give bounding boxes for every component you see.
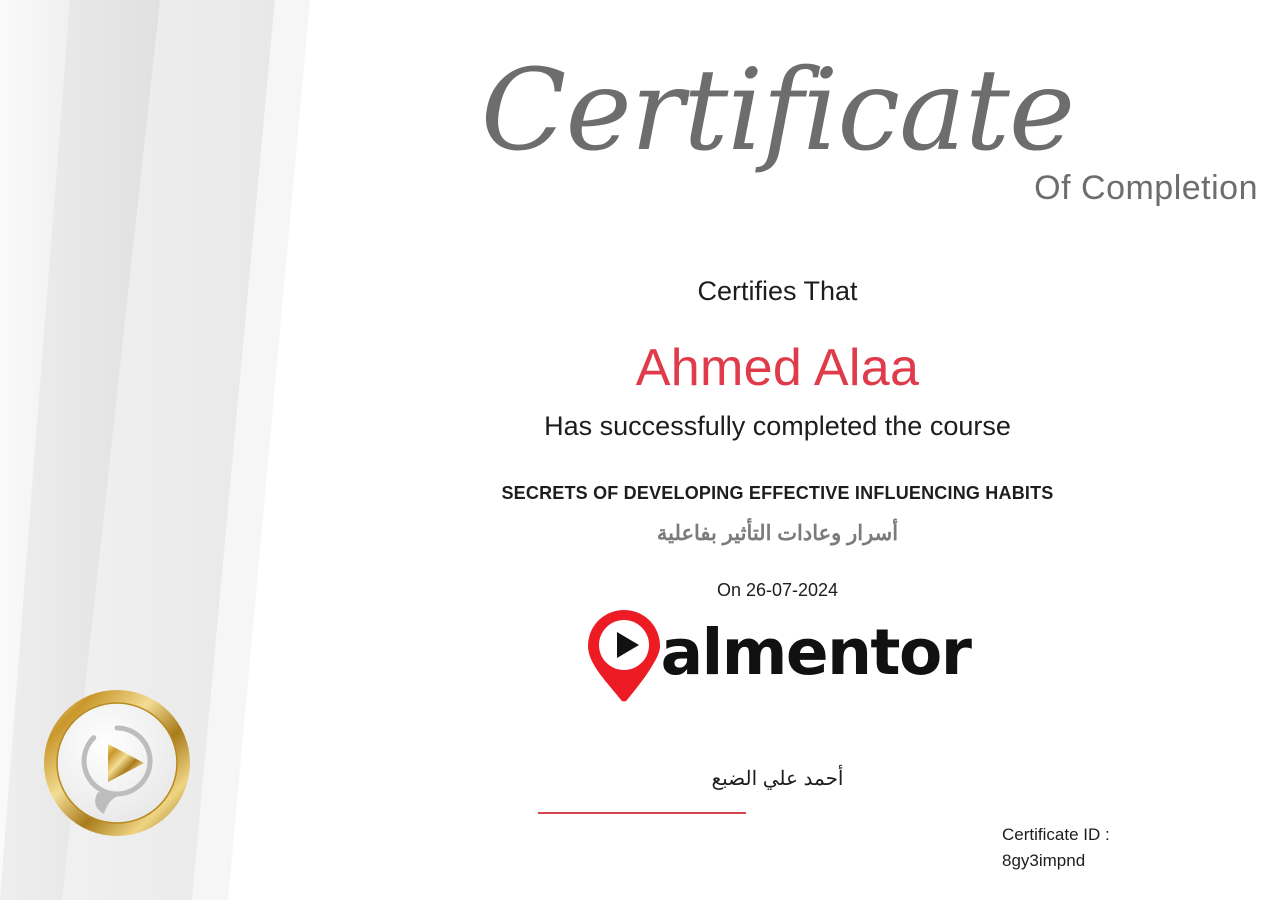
seal-medallion (42, 688, 192, 838)
brand-logo (275, 608, 1280, 704)
signature-rule (538, 812, 746, 814)
page-title: Certificate (480, 46, 1075, 176)
certificate-content (275, 0, 1280, 900)
brand-wordmark: almentor (660, 615, 971, 689)
signature-name: أحمد علي الضبع (711, 768, 844, 790)
completion-statement: Has successfully completed the course (544, 411, 1011, 441)
course-title-english: SECRETS OF DEVELOPING EFFECTIVE INFLUENCING HABITS (501, 483, 1054, 503)
certifies-label: Certifies That (697, 276, 858, 306)
recipient-name: Ahmed Alaa (635, 339, 920, 397)
certificate-id-value: 8gy3impnd (1002, 851, 1086, 871)
completion-date: On 26-07-2024 (716, 580, 839, 600)
certificate-title-block (275, 46, 1280, 208)
course-title-arabic: أسرار وعادات التأثير بفاعلية (656, 522, 899, 545)
play-pin-icon (585, 608, 663, 704)
certificate-id-block (1002, 822, 1110, 875)
page-subtitle: Of Completion (1034, 169, 1258, 207)
certificate-id-label: Certificate ID : (1002, 825, 1110, 844)
